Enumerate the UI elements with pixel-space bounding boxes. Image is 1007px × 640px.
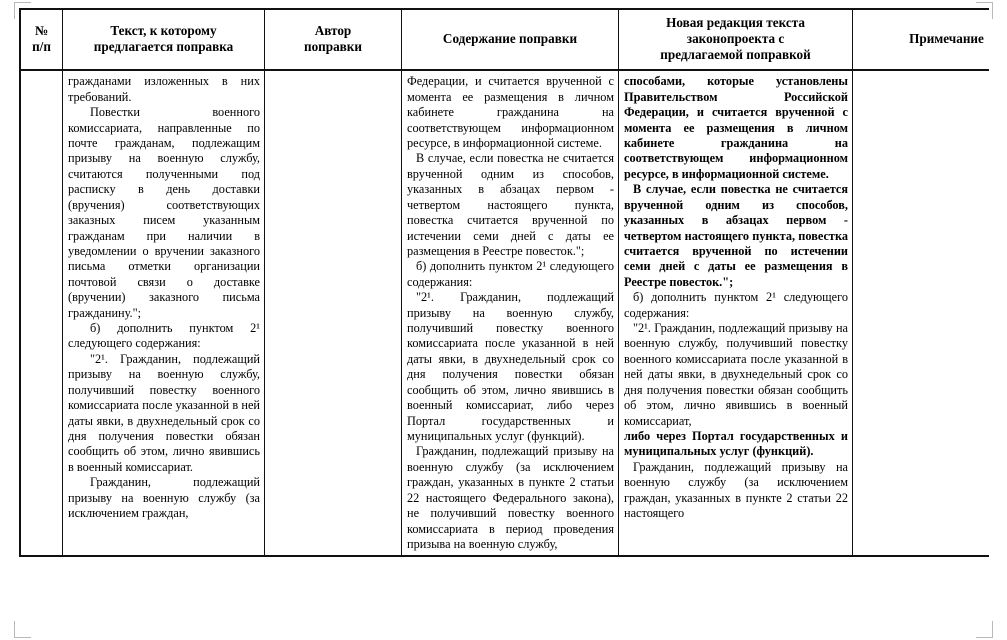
paragraph: Гражданин, подлежащий призыву на военную службу (за исключением граждан, [68, 475, 260, 521]
column-header-new-text-line3: предлагаемой поправкой [660, 47, 811, 63]
paragraph: В случае, если повестка не считается врученной одним из способов, указанных в абзацах первом - четвертом настоящего пункта, повестка считается врученной по истечении семи дней с даты ее размещения в Реестре повесток."; [407, 151, 614, 258]
paragraph: Гражданин, подлежащий призыву на военную службу (за исключением граждан, указанных в пункте 2 статьи 22 настоящего [624, 459, 848, 521]
column-header-content [402, 9, 619, 70]
paragraph: б) дополнить пунктом 2¹ следующего содержания: [624, 290, 848, 320]
column-header-author [265, 9, 402, 70]
column-header-author-line1: Автор [314, 23, 352, 39]
amendment-table-container [19, 8, 989, 618]
paragraph: В случае, если повестка не считается врученной одним из способов, указанных в абзацах первом - четвертом настоящего пункта, повестка считается врученной по истечении семи дней с даты ее размещения в Реестре повесток."; [624, 182, 848, 289]
paragraph: б) дополнить пунктом 2¹ следующего содержания: [407, 259, 614, 289]
column-header-new-text-line1: Новая редакция текста [666, 15, 805, 30]
column-header-new-text [619, 9, 853, 70]
paragraph: б) дополнить пунктом 2¹ следующего содержания: [68, 321, 260, 351]
column-header-new-text-line2: законопроекта с [686, 31, 785, 47]
paragraph: способами, которые установлены Правительством Российской Федерации, и считается врученной с момента ее размещения в личном кабинете гражданина на соответствующем информационном ресурсе, в информационной системе. [624, 74, 848, 181]
paragraph: либо через Портал государственных и муниципальных услуг (функций). [624, 428, 848, 459]
cell-note [853, 70, 990, 556]
paragraph: Повестки военного комиссариата, направленные по почте гражданам, подлежащим призыву на военную службу, считаются полученными под расписку в день доставки (вручения) соответствующих заказных писем указанным гражданам при наличии в уведомлении о вручении заказного письма отметки организации почтовой связи о доставке (вручении) заказного письма гражданину."; [68, 105, 260, 320]
table-header-row [20, 9, 989, 70]
crop-mark-bottom-left [14, 621, 31, 638]
table-row [20, 70, 989, 556]
crop-mark-bottom-right [976, 621, 993, 638]
paragraph: гражданами изложенных в них требований. [68, 74, 260, 104]
column-header-source-text [63, 9, 265, 70]
new-text-paragraphs [624, 74, 848, 521]
cell-source-text [63, 70, 265, 556]
source-text-paragraphs [68, 74, 260, 521]
cell-author [265, 70, 402, 556]
paragraph: "2¹. Гражданин, подлежащий призыву на военную службу, получивший повестку военного комиссариата после указанной в ней даты явки, в двухнедельный срок со дня получения повестки обязан сообщить об этом, лично явившись в военный комиссариат, либо через Портал государственных и муниципальных услуг (функций). [407, 290, 614, 443]
cell-content [402, 70, 619, 556]
cell-number [20, 70, 63, 556]
column-header-note [853, 9, 990, 70]
column-header-number [20, 9, 63, 70]
table-body [20, 70, 989, 556]
paragraph: Федерации, и считается врученной с момента ее размещения в личном кабинете гражданина на соответствующем информационном ресурсе, в информационной системе. [407, 74, 614, 150]
column-header-source-text-line2: предлагается поправка [93, 39, 234, 55]
amendment-comparison-table [19, 8, 989, 557]
cell-new-text [619, 70, 853, 556]
content-paragraphs [407, 74, 614, 552]
column-header-note-line1: Примечание [909, 31, 984, 47]
column-header-number-line2: п/п [32, 39, 51, 55]
paragraph: Гражданин, подлежащий призыву на военную службу (за исключением граждан, указанных в пункте 2 статьи 22 настоящего Федерального закона), не получивший повестку военного комиссариата в период проведения призыва на военную службу, [407, 444, 614, 551]
paragraph: "2¹. Гражданин, подлежащий призыву на военную службу, получивший повестку военного комиссариата после указанной в ней даты явки, в двухнедельный срок со дня получения повестки обязан сообщить об этом, лично явившись в военный комиссариат. [68, 351, 260, 474]
column-header-author-line2: поправки [303, 39, 363, 55]
column-header-number-line1: № [34, 23, 49, 39]
paragraph: "2¹. Гражданин, подлежащий призыву на военную службу, получивший повестку военного комиссариата после указанной в ней даты явки, в двухнедельный срок со дня получения повестки обязан сообщить об этом, лично явившись в военный комиссариат, [624, 321, 848, 428]
table-header [20, 9, 989, 70]
column-header-source-text-line1: Текст, к которому [110, 23, 217, 39]
column-header-content-line1: Содержание поправки [442, 31, 578, 47]
